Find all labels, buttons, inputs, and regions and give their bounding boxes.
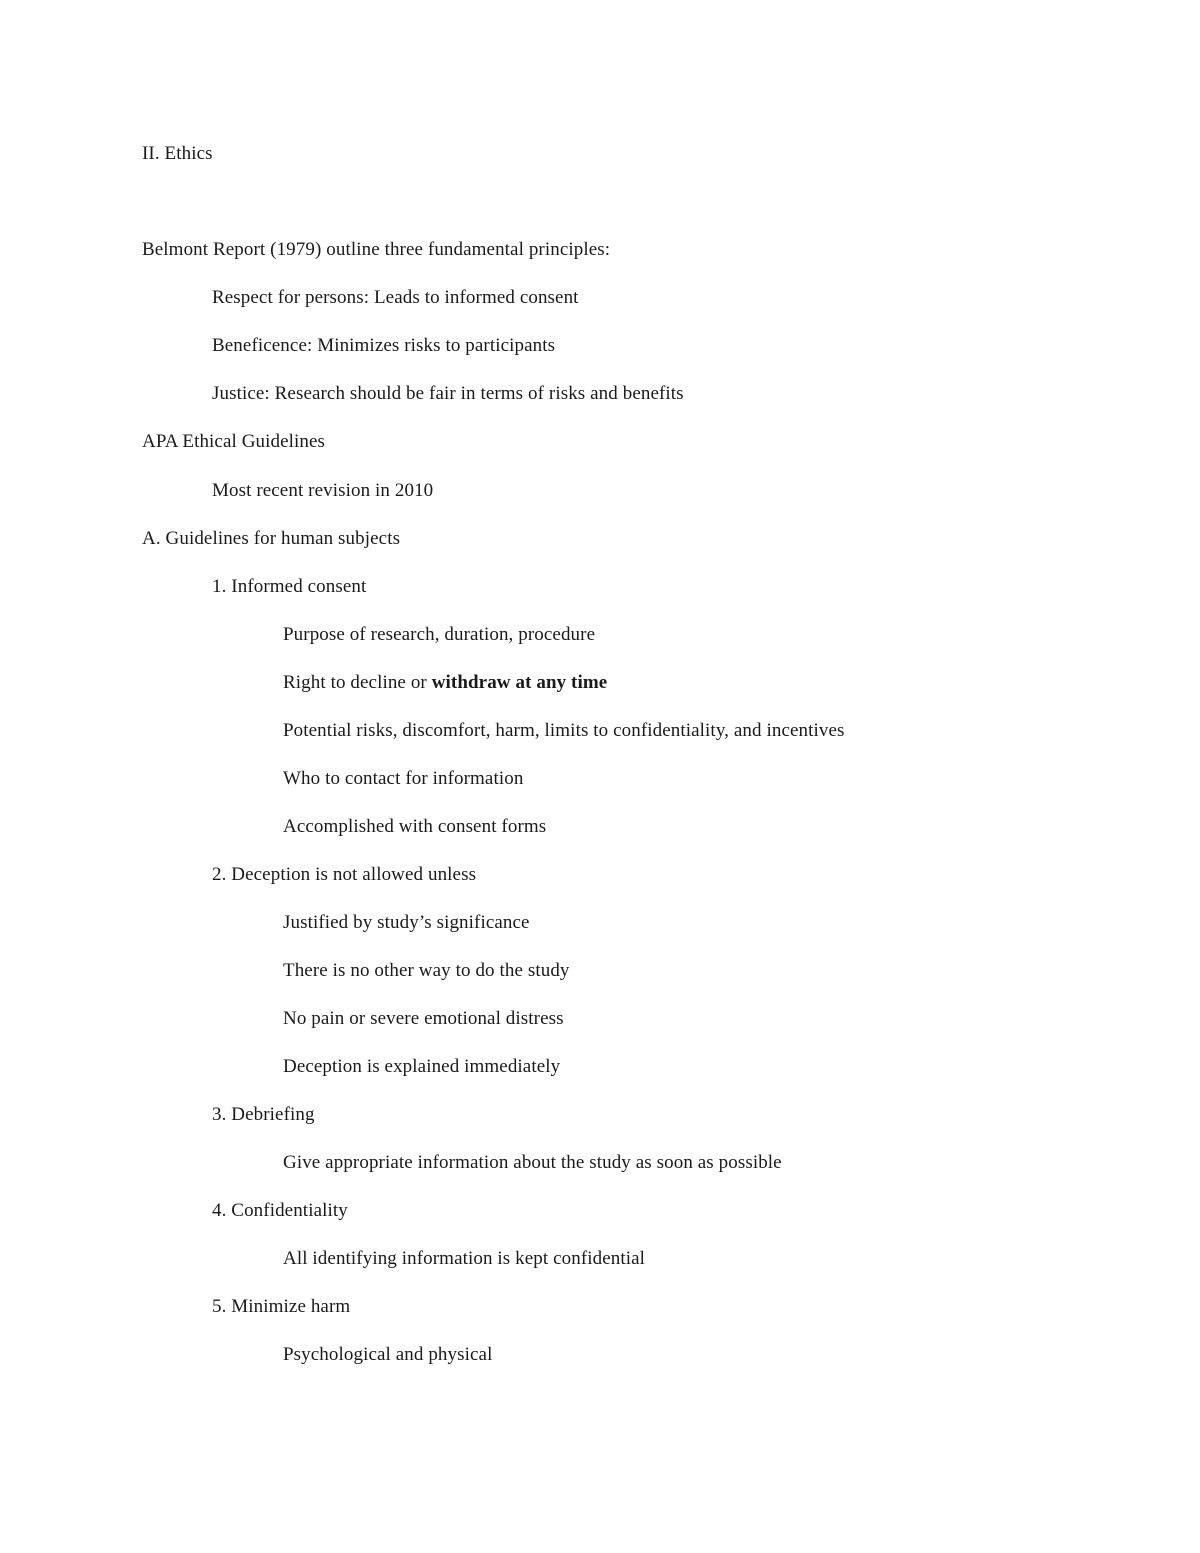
consent-item-risks: Potential risks, discomfort, harm, limits to confidentiality, and incentives <box>283 720 845 741</box>
section-title: II. Ethics <box>142 143 213 164</box>
principle-justice: Justice: Research should be fair in terms of risks and benefits <box>212 383 684 404</box>
minimize-harm-title: 5. Minimize harm <box>212 1296 351 1317</box>
confidentiality-item: All identifying information is kept confidential <box>283 1248 646 1269</box>
withdraw-emphasis: withdraw at any time <box>431 672 608 693</box>
belmont-intro: Belmont Report (1979) outline three fundamental principles: <box>142 239 611 260</box>
debriefing-item: Give appropriate information about the study as soon as possible <box>283 1152 782 1173</box>
minimize-harm-item: Psychological and physical <box>283 1344 493 1365</box>
consent-item-forms: Accomplished with consent forms <box>283 816 547 837</box>
principle-beneficence: Beneficence: Minimizes risks to participants <box>212 335 556 356</box>
deception-title: 2. Deception is not allowed unless <box>212 864 477 885</box>
consent-item-purpose: Purpose of research, duration, procedure <box>283 624 596 645</box>
debriefing-title: 3. Debriefing <box>212 1104 315 1125</box>
apa-revision: Most recent revision in 2010 <box>212 480 434 501</box>
confidentiality-title: 4. Confidentiality <box>212 1200 348 1221</box>
principle-respect: Respect for persons: Leads to informed consent <box>212 287 579 308</box>
withdraw-prefix: Right to decline or <box>283 672 432 693</box>
human-subjects-heading: A. Guidelines for human subjects <box>142 528 401 549</box>
deception-item-no-other-way: There is no other way to do the study <box>283 960 570 981</box>
consent-item-withdraw <box>283 671 607 695</box>
deception-item-no-pain: No pain or severe emotional distress <box>283 1008 564 1029</box>
consent-item-contact: Who to contact for information <box>283 768 524 789</box>
deception-item-explained: Deception is explained immediately <box>283 1056 561 1077</box>
deception-item-justified: Justified by study’s significance <box>283 912 530 933</box>
informed-consent-title: 1. Informed consent <box>212 576 367 597</box>
apa-heading: APA Ethical Guidelines <box>142 431 326 452</box>
